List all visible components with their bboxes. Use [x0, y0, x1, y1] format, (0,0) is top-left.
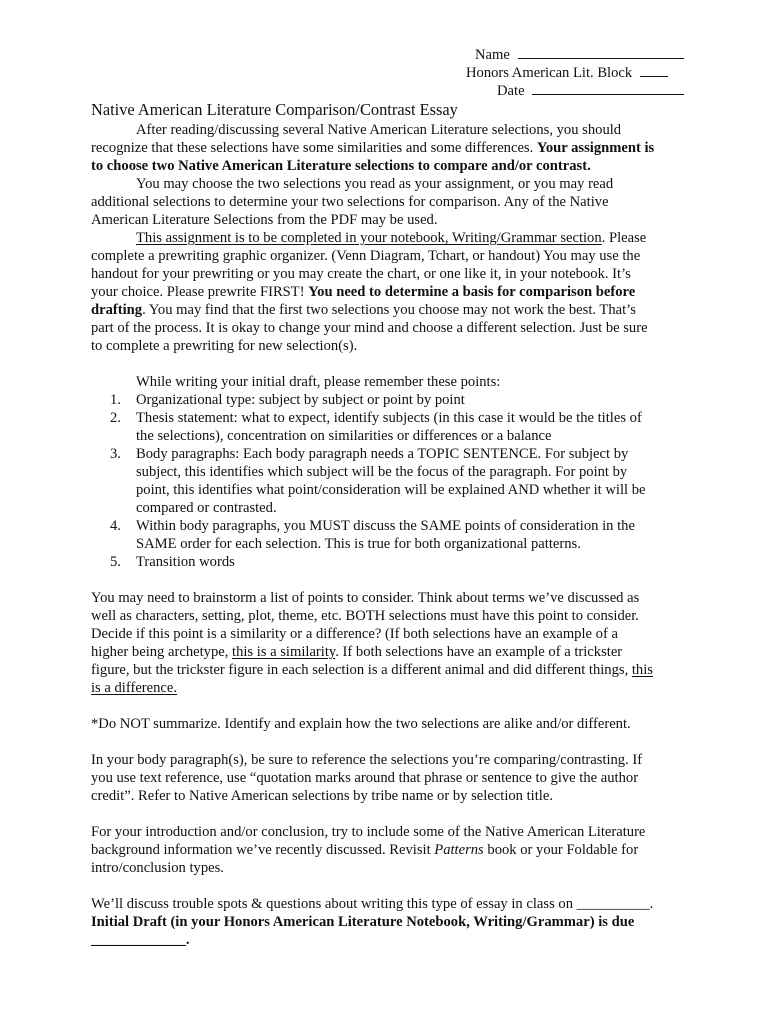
spacer: [91, 355, 683, 373]
reference-paragraph: [91, 751, 683, 805]
text-line: You may need to brainstorm a list of points to consider. Think about terms we’ve discussed as: [91, 590, 640, 606]
underlined-text: This assignment is to be completed in your notebook, Writing/Grammar section: [136, 230, 602, 246]
points-list: [91, 391, 683, 571]
list-number: 3.: [110, 446, 121, 462]
text-run: recognize that these selections have some similarities and some differences.: [91, 140, 537, 156]
text-run: figure, but the trickster figure in each selection is a different animal and did different things,: [91, 662, 632, 678]
bold-text: Your assignment is: [536, 140, 655, 156]
text-run: . You may find that the first two selections you choose may not work the best. That’s: [142, 302, 636, 318]
list-item-line: Transition words: [136, 554, 235, 570]
list-number: 1.: [110, 392, 121, 408]
name-line: [466, 46, 766, 64]
name-label: Name: [475, 47, 510, 63]
student-info-header: [466, 46, 766, 100]
list-item-line: Organizational type: subject by subject or point by point: [136, 392, 465, 408]
text-line: In your body paragraph(s), be sure to reference the selections you’re comparing/contrasting. If: [91, 752, 643, 768]
bold-text: You need to determine a basis for comparison before: [308, 284, 636, 300]
bold-text: drafting: [91, 302, 143, 318]
text-line: [91, 643, 683, 661]
list-number: 4.: [110, 518, 121, 534]
text-line: Decide if this point is a similarity or a difference? (If both selections have an example of a: [91, 626, 618, 642]
list-item-line: the selections), concentration on similarities or differences or a balance: [136, 428, 552, 444]
text-line: [91, 841, 683, 859]
text-line: [91, 661, 683, 679]
name-blank: [518, 47, 684, 59]
text-line: part of the process. It is okay to change your mind and choose a different selection. Just be sure: [91, 320, 648, 336]
list-item-line: Body paragraphs: Each body paragraph needs a TOPIC SENTENCE. For subject by: [136, 446, 629, 462]
text-line: to complete a prewriting for new selection(s).: [91, 338, 358, 354]
list-item: [91, 445, 683, 517]
list-item: [91, 553, 683, 571]
text-run: . Please: [601, 230, 647, 246]
text-line: You may choose the two selections you read as your assignment, or you may read: [136, 176, 614, 192]
spacer: [91, 877, 683, 895]
text-line: intro/conclusion types.: [91, 860, 224, 876]
list-item-line: Within body paragraphs, you MUST discuss the SAME points of consideration in the: [136, 518, 635, 534]
date-blank: [532, 83, 684, 95]
text-line: [91, 139, 683, 157]
underlined-text: this: [631, 662, 653, 678]
text-line: American Literature Selections from the PDF may be used.: [91, 212, 438, 228]
intro-paragraph: [91, 121, 683, 175]
text-line: credit”. Refer to Native American selections by tribe name or by selection title.: [91, 788, 553, 804]
spacer: [91, 733, 683, 751]
text-line: handout for your prewriting or you may create the chart, or one like it, in your notebook. It’s: [91, 266, 631, 282]
spacer: [91, 805, 683, 823]
text-run: . If both selections have an example of a trickster: [335, 644, 623, 660]
list-item: [91, 517, 683, 553]
list-item-line: subject, this identifies which subject will be the focus of the paragraph. For point by: [136, 464, 628, 480]
block-blank: [640, 65, 668, 77]
text-line: After reading/discussing several Native American Literature selections, you should: [136, 122, 622, 138]
text-run: We’ll discuss trouble spots & questions about writing this type of essay in class on: [91, 896, 577, 912]
list-item-line: point, this identifies what point/consideration will be explained AND whether it will be: [136, 482, 646, 498]
list-item: [91, 409, 683, 445]
list-number: 2.: [110, 410, 121, 426]
text-run: book or your Foldable for: [483, 842, 639, 858]
text-line: complete a prewriting graphic organizer. (Venn Diagram, Tchart, or handout) You may use the: [91, 248, 641, 264]
bold-text: Initial Draft (in your Honors American Literature Notebook, Writing/Grammar) is due: [91, 914, 635, 930]
brainstorm-paragraph: [91, 589, 683, 697]
list-item-line: SAME order for each selection. This is true for both organizational patterns.: [136, 536, 581, 552]
underlined-text: is a difference.: [91, 680, 178, 696]
points-intro: While writing your initial draft, please remember these points:: [136, 374, 501, 390]
spacer: [91, 697, 683, 715]
list-item-line: Thesis statement: what to expect, identify subjects (in this case it would be the titles of: [136, 410, 642, 426]
spacer: [91, 571, 683, 589]
bold-text: to choose two Native American Literature selections to compare and/or contrast.: [91, 158, 591, 174]
text-line: well as characters, setting, plot, theme, etc. BOTH selections must have this point to consider.: [91, 608, 639, 624]
block-line: [466, 64, 766, 82]
text-line: [91, 283, 683, 301]
closing-paragraph: [91, 895, 683, 949]
assignment-body: [91, 121, 683, 949]
essay-title: Native American Literature Comparison/Contrast Essay: [91, 100, 458, 119]
list-number: 5.: [110, 554, 121, 570]
text-run: higher being archetype,: [91, 644, 233, 660]
text-run: .: [649, 896, 654, 912]
introduction-paragraph: [91, 823, 683, 877]
text-line: [91, 301, 683, 319]
points-section: [91, 373, 683, 571]
date-label: Date: [497, 83, 525, 99]
italic-text: Patterns: [434, 842, 484, 858]
block-label: Honors American Lit. Block: [466, 65, 633, 81]
list-item: [91, 391, 683, 409]
text-run: your choice. Please prewrite FIRST!: [91, 284, 309, 300]
date-blank-line: __________: [576, 896, 650, 912]
date-line: [466, 82, 766, 100]
text-line: [91, 229, 683, 247]
text-line: additional selections to determine your two selections for comparison. Any of the Native: [91, 194, 609, 210]
text-run: background information we’ve recently discussed. Revisit: [91, 842, 435, 858]
list-item-line: compared or contrasted.: [136, 500, 277, 516]
due-date-blank: _____________.: [91, 932, 190, 948]
underlined-text: this is a similarity: [232, 644, 336, 660]
text-line: you use text reference, use “quotation marks around that phrase or sentence to give the author: [91, 770, 639, 786]
text-line: [91, 895, 683, 913]
text-line: For your introduction and/or conclusion, try to include some of the Native American Literature: [91, 824, 646, 840]
summarize-note: *Do NOT summarize. Identify and explain how the two selections are alike and/or different.: [91, 716, 631, 732]
notebook-paragraph: [91, 229, 683, 355]
choose-paragraph: [91, 175, 683, 229]
